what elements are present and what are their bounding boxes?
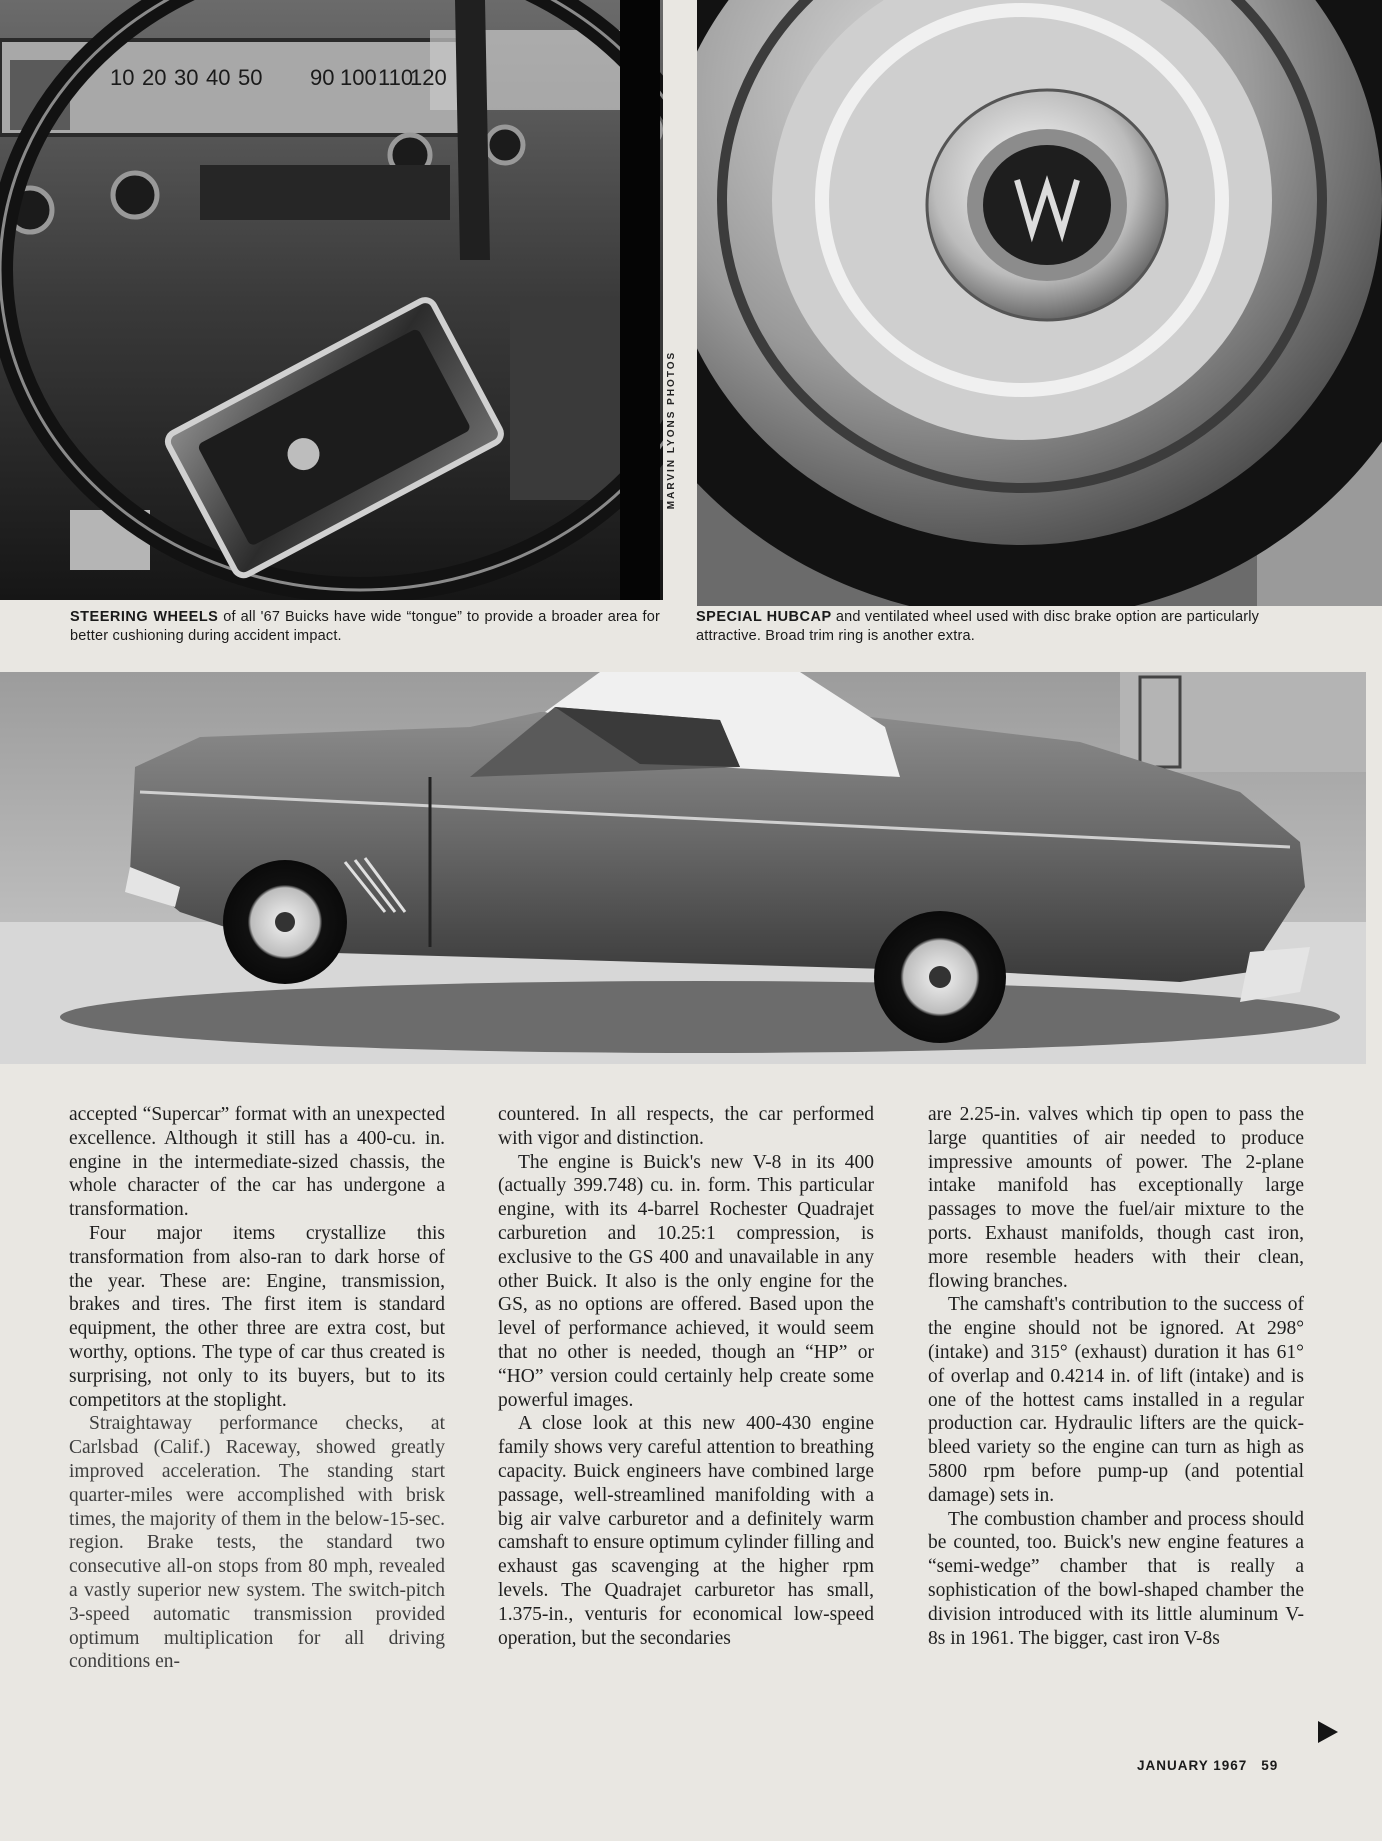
speedometer-mark: 40 <box>206 65 231 90</box>
photo-credit: MARVIN LYONS PHOTOS <box>666 350 677 510</box>
speedometer-mark: 20 <box>142 65 167 90</box>
speedometer-mark: 50 <box>238 65 263 90</box>
article-paragraph: Four major items crystallize this transformation from also-ran to dark horse of the year. These are: Engine, transmission, brakes and tires. The first item is standard equipment, the other three are extra cost, but worthy, options. The type of car thus created is surprising, not only to its buyers, but to its competitors at the stoplight. <box>69 1222 445 1411</box>
article-paragraph: The engine is Buick's new V-8 in its 400 (actually 399.748) cu. in. form. This particular engine, with its 4-barrel Rochester Quadrajet carburetion and 10.25:1 compression, is exclusive to the GS 400 and unavailable in any other Buick. It also is the only engine for the GS, as no options are offered. Based upon the level of performance achieved, it would seem that no other is needed, though an “HP” or “HO” version could certainly help create some powerful images. <box>498 1151 874 1411</box>
car-photo <box>0 672 1366 1064</box>
article-paragraph: Straightaway performance checks, at Carlsbad (Calif.) Raceway, showed greatly improved acceleration. The standing start quarter-miles were accomplished with brisk times, the majority of them in the below-15-sec. region. Brake tests, the standard two consecutive all-on stops from 80 mph, revealed a vastly superior new system. The switch-pitch 3-speed automatic transmission provided optimum multiplication for all driving conditions en- <box>69 1413 445 1673</box>
continue-arrow-icon <box>1318 1721 1338 1743</box>
speedometer-mark: 110 <box>378 65 414 90</box>
article-paragraph: A close look at this new 400-430 engine family shows very careful attention to breathing capacity. Buick engineers have combined large passage, well-streamlined manifolding with a big air valve carburetor and a definitely warm camshaft to ensure optimum cylinder filling and exhaust gas scavenging at the higher rpm levels. The Quadrajet carburetor has small, 1.375-in., venturis for economical low-speed operation, but the secondaries <box>498 1413 874 1649</box>
caption-text: and ventilated wheel used with disc brake option are particularly attractive. Broad trim ring is another extra. <box>696 609 1260 644</box>
speedometer-mark: 90 <box>310 65 335 90</box>
article-column-2 <box>498 1103 874 1650</box>
page-number: 59 <box>1261 1758 1279 1773</box>
article-column-3 <box>928 1103 1304 1650</box>
steering-wheel-photo <box>0 0 663 600</box>
speedometer-mark: 10 <box>110 65 135 90</box>
article-paragraph: countered. In all respects, the car performed with vigor and distinction. <box>498 1104 874 1149</box>
speedometer-mark: 100 <box>340 65 377 90</box>
article-column-1 <box>69 1103 445 1674</box>
caption-lead: STEERING WHEELS <box>70 609 219 625</box>
article-paragraph: The combustion chamber and process should be counted, too. Buick's new engine features a “semi-wedge” chamber that is really a sophistication of the bowl-shaped chamber the division introduced with its little aluminum V-8s in 1961. The bigger, cast iron V-8s <box>928 1508 1304 1649</box>
caption-lead: SPECIAL HUBCAP <box>696 609 832 625</box>
article-paragraph: accepted “Supercar” format with an unexpected excellence. Although it still has a 400-cu. in. engine in the intermediate-sized chassis, the whole character of the car has undergone a transformation. <box>69 1104 445 1221</box>
speedometer-mark: 120 <box>410 65 447 90</box>
hubcap-photo <box>697 0 1382 606</box>
page-footer <box>1137 1758 1278 1773</box>
caption-text: of all '67 Buicks have wide “tongue” to provide a broader area for better cushioning during accident impact. <box>70 609 660 644</box>
steering-wheel-caption <box>70 608 660 646</box>
hubcap-caption <box>696 608 1286 646</box>
issue-date: JANUARY 1967 <box>1137 1758 1248 1773</box>
article-paragraph: are 2.25-in. valves which tip open to pass the large quantities of air needed to produce impressive amounts of power. The 2-plane intake manifold has exceptionally large passages to move the fuel/air mixture to the ports. Exhaust manifolds, though cast iron, more resemble headers with their clean, flowing branches. <box>928 1104 1304 1292</box>
speedometer-mark: 30 <box>174 65 199 90</box>
article-paragraph: The camshaft's contribution to the success of the engine should not be ignored. At 298° (intake) and 315° (exhaust) duration it has 61° of overlap and 0.4214 in. of lift (intake) and is one of the hottest cams installed in a regular production car. Hydraulic lifters are the quick-bleed variety so the engine can turn as high as 5800 rpm before pump-up (and potential damage) sets in. <box>928 1294 1304 1506</box>
